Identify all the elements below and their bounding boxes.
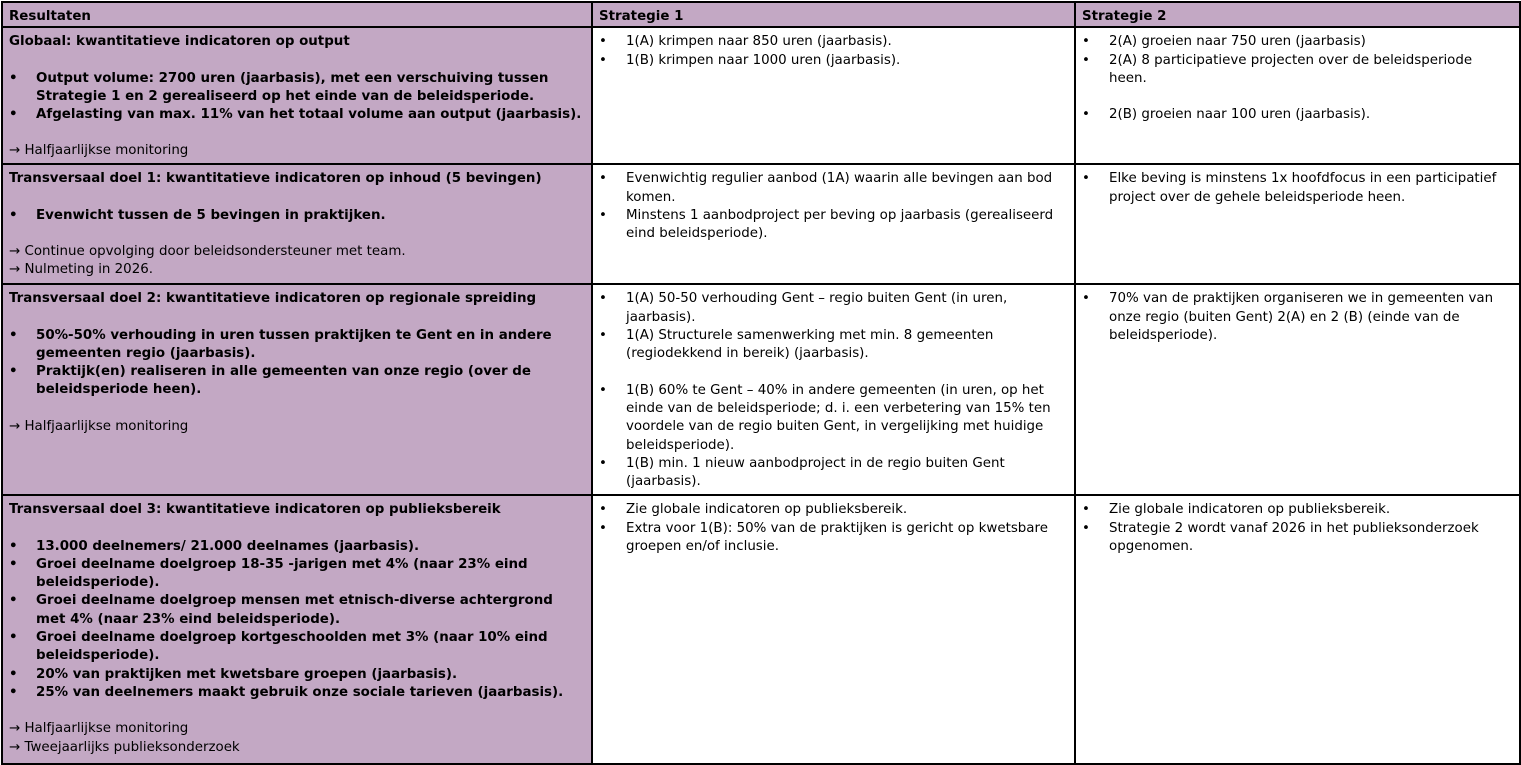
header-resultaten: Resultaten xyxy=(2,2,592,27)
monitoring-note: → Halfjaarlijkse monitoring xyxy=(9,143,189,159)
strategie-1-cell xyxy=(592,164,1075,284)
indicator-item: • 20% van praktijken met kwetsbare groepen (jaarbasis). xyxy=(9,666,585,684)
indicator-item: • 25% van deelnemers maakt gebruik onze sociale tarieven (jaarbasis). xyxy=(9,684,585,702)
monitoring-note: → Continue opvolging door beleidsondersteuner met team. xyxy=(9,243,406,259)
list-item: • 2(A) 8 participatieve projecten over de beleidsperiode heen. xyxy=(1082,52,1513,89)
list-item: • 1(A) 50-50 verhouding Gent – regio buiten Gent (in uren, jaarbasis). xyxy=(599,290,1068,327)
strategie-2-cell xyxy=(1075,164,1520,284)
strategie-2-list xyxy=(1082,501,1513,556)
list-item: • 2(B) groeien naar 100 uren (jaarbasis). xyxy=(1082,106,1513,124)
list-item: • 70% van de praktijken organiseren we in gemeenten van onze regio (buiten Gent) 2(A) en 2 (B) (einde van de beleidsperiode). xyxy=(1082,290,1513,345)
list-item: • Zie globale indicatoren op publieksbereik. xyxy=(1082,501,1513,519)
strategie-1-list xyxy=(599,290,1068,491)
row-title: Transversaal doel 3: kwantitatieve indicatoren op publieksbereik xyxy=(9,502,501,518)
list-item: • 1(A) Structurele samenwerking met min. 8 gemeenten (regiodekkend in bereik) (jaarbasis). xyxy=(599,327,1068,364)
row-title: Transversaal doel 1: kwantitatieve indicatoren op inhoud (5 bevingen) xyxy=(9,171,542,187)
strategie-1-list xyxy=(599,33,1068,70)
monitoring-note: → Nulmeting in 2026. xyxy=(9,262,153,278)
list-item: • Elke beving is minstens 1x hoofdfocus in een participatief project over de gehele beleidsperiode heen. xyxy=(1082,170,1513,207)
list-item: • 2(A) groeien naar 750 uren (jaarbasis) xyxy=(1082,33,1513,51)
list-item: • Zie globale indicatoren op publieksbereik. xyxy=(599,501,1068,519)
list-item: • 1(B) min. 1 nieuw aanbodproject in de regio buiten Gent (jaarbasis). xyxy=(599,455,1068,492)
monitoring-note: → Tweejaarlijks publieksonderzoek xyxy=(9,739,240,755)
list-item: • Extra voor 1(B): 50% van de praktijken is gericht op kwetsbare groepen en/of inclusie. xyxy=(599,520,1068,557)
results-table xyxy=(1,1,1521,765)
result-cell xyxy=(2,495,592,764)
list-item: • 1(A) krimpen naar 850 uren (jaarbasis). xyxy=(599,33,1068,51)
strategie-2-list xyxy=(1082,33,1513,124)
strategie-2-cell xyxy=(1075,495,1520,764)
indicator-list xyxy=(9,70,585,125)
strategie-2-cell xyxy=(1075,284,1520,495)
table-header-row xyxy=(2,2,1520,27)
monitoring-note: → Halfjaarlijkse monitoring xyxy=(9,418,189,434)
list-item: • 1(B) krimpen naar 1000 uren (jaarbasis). xyxy=(599,52,1068,70)
indicator-list xyxy=(9,207,585,225)
result-cell xyxy=(2,27,592,164)
strategie-1-list xyxy=(599,170,1068,243)
indicator-list xyxy=(9,538,585,703)
strategie-1-cell xyxy=(592,27,1075,164)
strategie-1-list xyxy=(599,501,1068,556)
list-item: • 1(B) 60% te Gent – 40% in andere gemeenten (in uren, op het einde van de beleidsperiode; d. i. een verbetering van 15% ten voordele van de regio buiten Gent, in vergelijking met huidige beleidsperiode). xyxy=(599,382,1068,455)
indicator-item: • 50%-50% verhouding in uren tussen praktijken te Gent en in andere gemeenten regio (jaarbasis). xyxy=(9,327,585,364)
header-strategie-1: Strategie 1 xyxy=(592,2,1075,27)
strategie-2-cell xyxy=(1075,27,1520,164)
indicator-item: • Groei deelname doelgroep mensen met etnisch-diverse achtergrond met 4% (naar 23% eind beleidsperiode). xyxy=(9,592,585,629)
list-item: • Strategie 2 wordt vanaf 2026 in het publieksonderzoek opgenomen. xyxy=(1082,520,1513,557)
table-row xyxy=(2,164,1520,284)
indicator-item: • Evenwicht tussen de 5 bevingen in praktijken. xyxy=(9,207,585,225)
indicator-list xyxy=(9,327,585,400)
indicator-item: • Output volume: 2700 uren (jaarbasis), met een verschuiving tussen Strategie 1 en 2 gerealiseerd op het einde van de beleidsperiode. xyxy=(9,70,585,107)
row-title: Transversaal doel 2: kwantitatieve indicatoren op regionale spreiding xyxy=(9,291,537,307)
monitoring-note: → Halfjaarlijkse monitoring xyxy=(9,721,189,737)
result-cell xyxy=(2,284,592,495)
row-title: Globaal: kwantitatieve indicatoren op output xyxy=(9,34,350,50)
strategie-1-cell xyxy=(592,495,1075,764)
strategie-2-list xyxy=(1082,170,1513,207)
indicator-item: • Groei deelname doelgroep kortgeschoolden met 3% (naar 10% eind beleidsperiode). xyxy=(9,629,585,666)
indicator-item: • Groei deelname doelgroep 18-35 -jarigen met 4% (naar 23% eind beleidsperiode). xyxy=(9,556,585,593)
list-item: • Minstens 1 aanbodproject per beving op jaarbasis (gerealiseerd eind beleidsperiode). xyxy=(599,207,1068,244)
list-item: • Evenwichtig regulier aanbod (1A) waarin alle bevingen aan bod komen. xyxy=(599,170,1068,207)
table-row xyxy=(2,495,1520,764)
indicator-item: • Praktijk(en) realiseren in alle gemeenten van onze regio (over de beleidsperiode heen). xyxy=(9,363,585,400)
table-row xyxy=(2,284,1520,495)
header-strategie-2: Strategie 2 xyxy=(1075,2,1520,27)
indicator-item: • 13.000 deelnemers/ 21.000 deelnames (jaarbasis). xyxy=(9,538,585,556)
indicator-item: • Afgelasting van max. 11% van het totaal volume aan output (jaarbasis). xyxy=(9,106,585,124)
result-cell xyxy=(2,164,592,284)
strategie-2-list xyxy=(1082,290,1513,345)
strategie-1-cell xyxy=(592,284,1075,495)
table-row xyxy=(2,27,1520,164)
